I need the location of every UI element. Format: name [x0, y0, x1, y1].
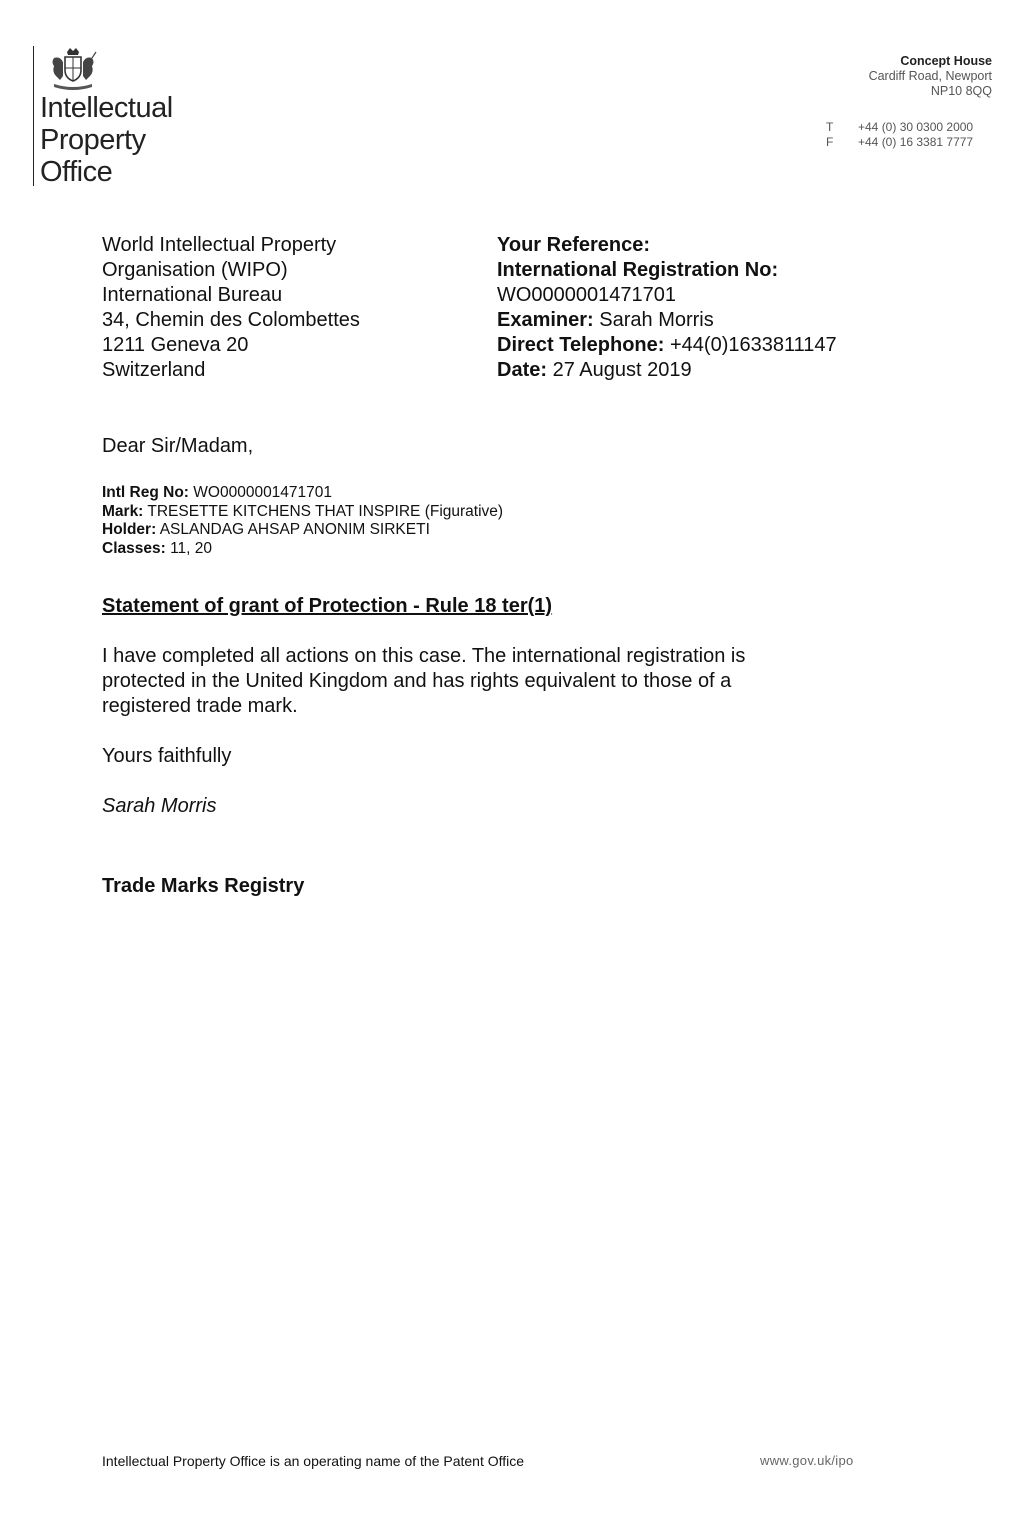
fax-label: F — [826, 135, 834, 149]
fax-row — [826, 135, 973, 150]
logo-line-2: Property — [40, 124, 146, 156]
direct-telephone-label: Direct Telephone: — [497, 334, 665, 356]
telephone-label: T — [826, 120, 834, 134]
body-paragraph — [102, 644, 822, 719]
signature: Sarah Morris — [102, 795, 217, 817]
case-details — [102, 484, 503, 558]
recipient-address — [102, 233, 360, 383]
examiner-label: Examiner: — [497, 309, 594, 331]
recipient-line: Organisation (WIPO) — [102, 259, 288, 281]
case-intl-reg-row — [102, 484, 503, 503]
case-classes-row — [102, 540, 503, 559]
telephone-row — [826, 120, 973, 135]
office-postcode: NP10 8QQ — [930, 84, 992, 98]
your-reference-label: Your Reference: — [497, 234, 651, 256]
case-mark-value: TRESETTE KITCHENS THAT INSPIRE (Figurative) — [143, 502, 504, 520]
logo-divider — [33, 46, 34, 186]
date-value: 27 August 2019 — [547, 359, 692, 381]
office-name: Concept House — [900, 54, 992, 68]
case-holder-value: ASLANDAG AHSAP ANONIM SIRKETI — [156, 521, 430, 538]
ipo-logo-wordmark — [40, 92, 173, 188]
direct-telephone-value: +44(0)1633811147 — [664, 334, 837, 356]
case-classes-value: 11, 20 — [165, 539, 213, 557]
office-address — [869, 54, 992, 99]
examiner-value: Sarah Morris — [593, 309, 714, 331]
statement-heading: Statement of grant of Protection - Rule 18 ter(1) — [102, 595, 553, 617]
case-intl-reg-value: WO0000001471701 — [188, 484, 333, 501]
telephone-ref-row — [497, 333, 837, 358]
body-line: protected in the United Kingdom and has rights equivalent to those of a — [102, 670, 732, 692]
examiner-row — [497, 308, 837, 333]
recipient-line: 1211 Geneva 20 — [102, 334, 249, 356]
int-reg-label: International Registration No: — [497, 259, 779, 281]
footer-note: Intellectual Property Office is an operating name of the Patent Office — [102, 1453, 525, 1469]
telephone-number: +44 (0) 30 0300 2000 — [858, 120, 974, 134]
office-contacts — [826, 120, 973, 150]
reference-block — [497, 233, 837, 383]
logo-line-3: Office — [40, 156, 113, 188]
case-mark-label: Mark: — [102, 502, 144, 520]
case-holder-row — [102, 521, 503, 540]
recipient-line: Switzerland — [102, 359, 206, 381]
recipient-line: 34, Chemin des Colombettes — [102, 309, 360, 331]
fax-number: +44 (0) 16 3381 7777 — [858, 135, 974, 149]
case-holder-label: Holder: — [102, 521, 157, 538]
case-classes-label: Classes: — [102, 539, 166, 557]
salutation: Dear Sir/Madam, — [102, 435, 254, 457]
recipient-line: World Intellectual Property — [102, 234, 337, 256]
closing: Yours faithfully — [102, 745, 232, 767]
registry-name: Trade Marks Registry — [102, 875, 305, 897]
date-row — [497, 358, 837, 383]
date-label: Date: — [497, 359, 548, 381]
office-street: Cardiff Road, Newport — [868, 69, 992, 83]
case-mark-row — [102, 503, 503, 522]
case-intl-reg-label: Intl Reg No: — [102, 484, 189, 501]
recipient-line: International Bureau — [102, 284, 283, 306]
body-line: registered trade mark. — [102, 695, 298, 717]
int-reg-value: WO0000001471701 — [497, 284, 677, 306]
royal-coat-of-arms-icon — [48, 46, 98, 92]
body-line: I have completed all actions on this case. The international registration is — [102, 645, 746, 667]
logo-line-1: Intellectual — [40, 92, 173, 124]
footer-url: www.gov.uk/ipo — [760, 1453, 854, 1468]
